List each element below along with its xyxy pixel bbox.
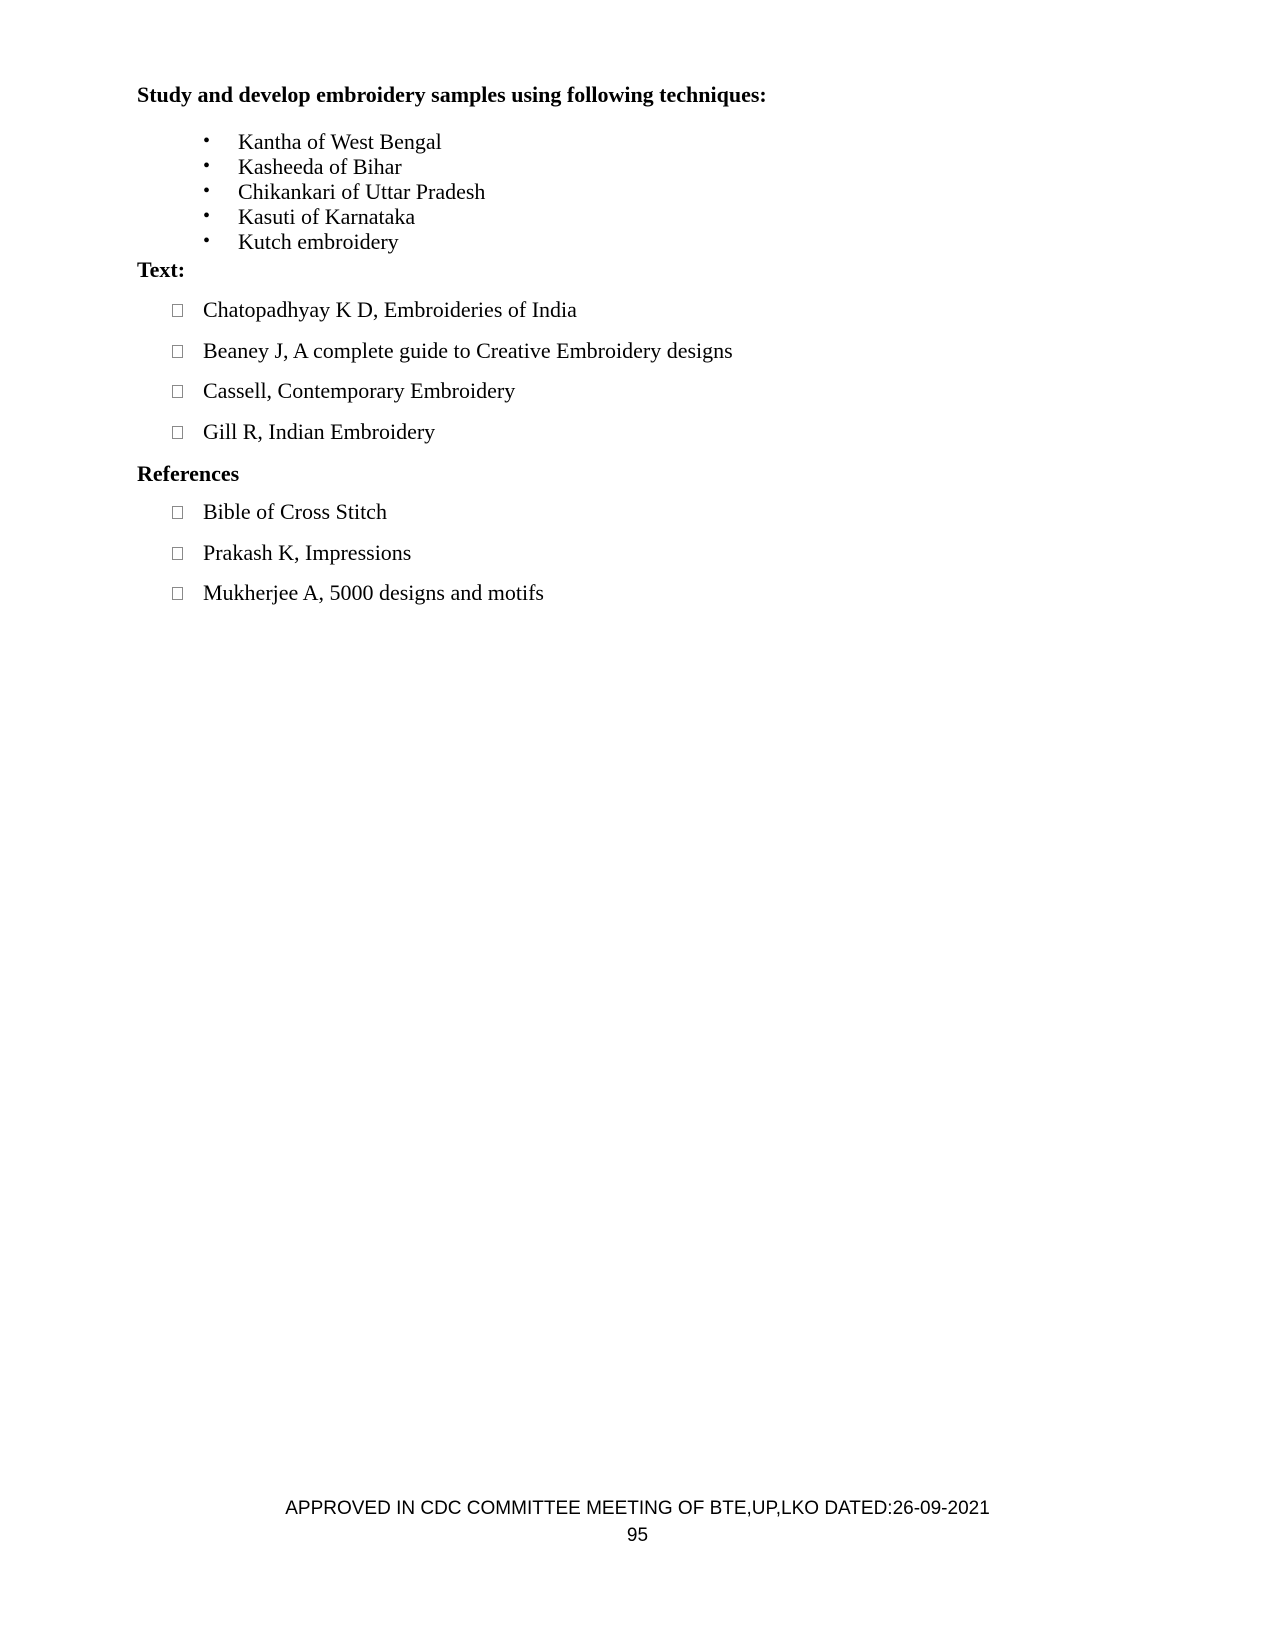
bullet-dot-icon: • [203,130,211,152]
technique-label: Chikankari of Uttar Pradesh [238,179,486,204]
references-heading: References [137,461,240,486]
checkbox-glyph-icon [172,426,183,439]
checkbox-glyph-icon [172,304,183,317]
book-title: Gill R, Indian Embroidery [203,418,436,444]
reference-title: Mukherjee A, 5000 designs and motifs [203,580,544,605]
technique-label: Kutch embroidery [238,229,399,254]
page-number: 95 [626,1525,649,1546]
bullet-dot-icon: • [203,180,211,202]
technique-label: Kasuti of Karnataka [238,204,416,229]
bullet-dot-icon: • [203,205,211,227]
bullet-dot-icon: • [203,230,211,252]
checkbox-glyph-icon [172,547,183,560]
book-title: Cassell, Contemporary Embroidery [203,378,516,403]
checkbox-glyph-icon [172,506,183,519]
approval-footer: APPROVED IN CDC COMMITTEE MEETING OF BTE,UP,LKO DATED:26-09-2021 [285,1498,990,1519]
book-title: Beaney J, A complete guide to Creative Embroidery designs [203,337,733,363]
text-heading: Text: [137,257,186,282]
bullet-dot-icon: • [203,155,211,177]
technique-label: Kasheeda of Bihar [238,154,402,179]
technique-label: Kantha of West Bengal [238,129,442,154]
checkbox-glyph-icon [172,587,183,600]
intro-heading: Study and develop embroidery samples using following techniques: [137,82,767,107]
checkbox-glyph-icon [172,385,183,398]
reference-title: Bible of Cross Stitch [203,499,387,524]
checkbox-glyph-icon [172,345,183,358]
reference-title: Prakash K, Impressions [203,539,412,565]
book-title: Chatopadhyay K D, Embroideries of India [203,297,577,322]
